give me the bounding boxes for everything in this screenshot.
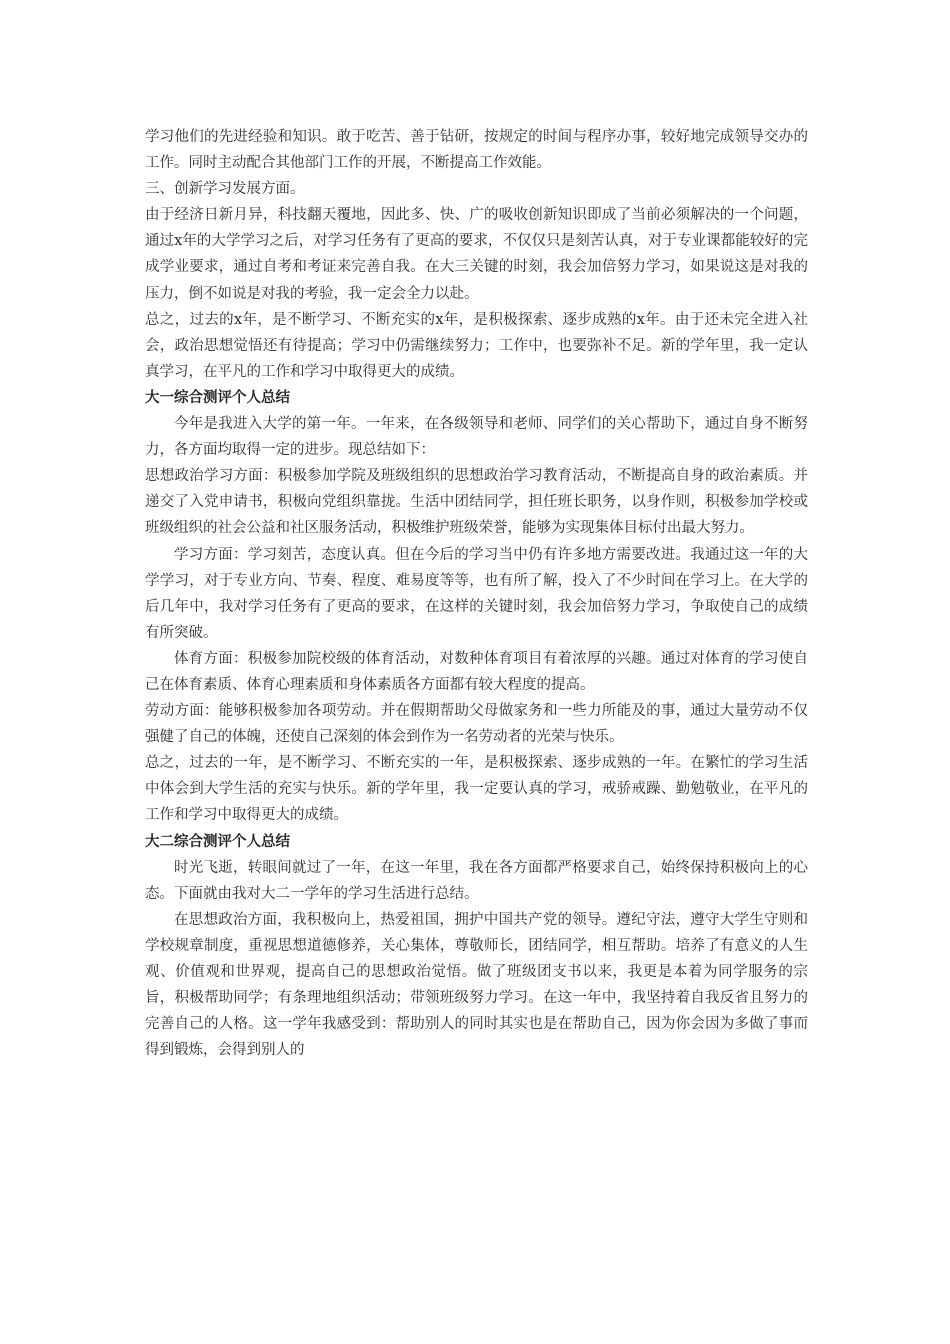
paragraph-continued-intro: 学习他们的先进经验和知识。敢于吃苦、善于钻研，按规定的时间与程序办事，较好地完成领导交办的工作。同时主动配合其他部门工作的开展，不断提高工作效能。 [145,129,808,172]
paragraph-freshman-conclusion: 总之，过去的一年，是不断学习、不断充实的一年，是积极探索、逐步成熟的一年。在繁忙的学习生活中体会到大学生活的充实与快乐。新的学年里，我一定要认真的学习，戒骄戒躁、勤勉敬业，在平凡的工作和学习中取得更大的成绩。 [145,755,808,824]
paragraph-sophomore-intro: 时光飞逝，转眼间就过了一年，在这一年里，我在各方面都严格要求自己，始终保持积极向上的心态。下面就由我对大二一学年的学习生活进行总结。 [145,859,808,902]
paragraph-innovation: 由于经济日新月异，科技翻天覆地，因此多、快、广的吸收创新知识即成了当前必须解决的一个问题，通过x年的大学学习之后，对学习任务有了更高的要求，不仅仅只是刻苦认真，对于专业课都能较好的完成学业要求，通过自考和考证来完善自我。在大三关键的时刻，我会加倍努力学习，如果说这是对我的压力，倒不如说是对我的考验，我一定会全力以赴。 [145,207,808,302]
paragraph-freshman-study: 学习方面：学习刻苦，态度认真。但在今后的学习当中仍有许多地方需要改进。我通过这一年的大学学习，对于专业方向、节奏、程度、难易度等等，也有所了解，投入了不少时间在学习上。在大学的后几年中，我对学习任务有了更高的要求，在这样的关键时刻，我会加倍努力学习，争取使自己的成绩有所突破。 [145,546,808,641]
paragraph-freshman-labor: 劳动方面：能够积极参加各项劳动。并在假期帮助父母做家务和一些力所能及的事，通过大量劳动不仅强健了自己的体魄，还使自己深刻的体会到作为一名劳动者的光荣与快乐。 [145,703,808,746]
document-page [145,124,808,1063]
paragraph-summary: 总之，过去的x年，是不断学习、不断充实的x年，是积极探索、逐步成熟的x年。由于还未完全进入社会，政治思想觉悟还有待提高；学习中仍需继续努力；工作中，也要弥补不足。新的学年里，我一定认真学习，在平凡的工作和学习中取得更大的成绩。 [145,311,808,380]
paragraph-freshman-sports: 体育方面：积极参加院校级的体育活动，对数种体育项目有着浓厚的兴趣。通过对体育的学习使自己在体育素质、体育心理素质和身体素质各方面都有较大程度的提高。 [145,650,808,693]
paragraph-sophomore-politics: 在思想政治方面，我积极向上，热爱祖国，拥护中国共产党的领导。遵纪守法，遵守大学生守则和学校规章制度，重视思想道德修养，关心集体，尊敬师长，团结同学，相互帮助。培养了有意义的人生观、价值观和世界观，提高自己的思想政治觉悟。做了班级团支书以来，我更是本着为同学服务的宗旨，积极帮助同学；有条理地组织活动；带领班级努力学习。在这一年中，我坚持着自我反省且努力的完善自己的人格。这一学年我感受到：帮助别人的同时其实也是在帮助自己，因为你会因为多做了事而得到锻炼，会得到别人的 [145,911,808,1059]
paragraph-freshman-politics: 思想政治学习方面：积极参加学院及班级组织的思想政治学习教育活动，不断提高自身的政治素质。并递交了入党申请书，积极向党组织靠拢。生活中团结同学，担任班长职务，以身作则，积极参加学校或班级组织的社会公益和社区服务活动，积极维护班级荣誉，能够为实现集体目标付出最大努力。 [145,468,808,537]
heading-sophomore-summary: 大二综合测评个人总结 [145,833,290,850]
heading-freshman-summary: 大一综合测评个人总结 [145,389,290,406]
section-heading-innovation: 三、创新学习发展方面。 [145,181,305,198]
paragraph-freshman-intro: 今年是我进入大学的第一年。一年来，在各级领导和老师、同学们的关心帮助下，通过自身不断努力，各方面均取得一定的进步。现总结如下： [145,416,808,459]
